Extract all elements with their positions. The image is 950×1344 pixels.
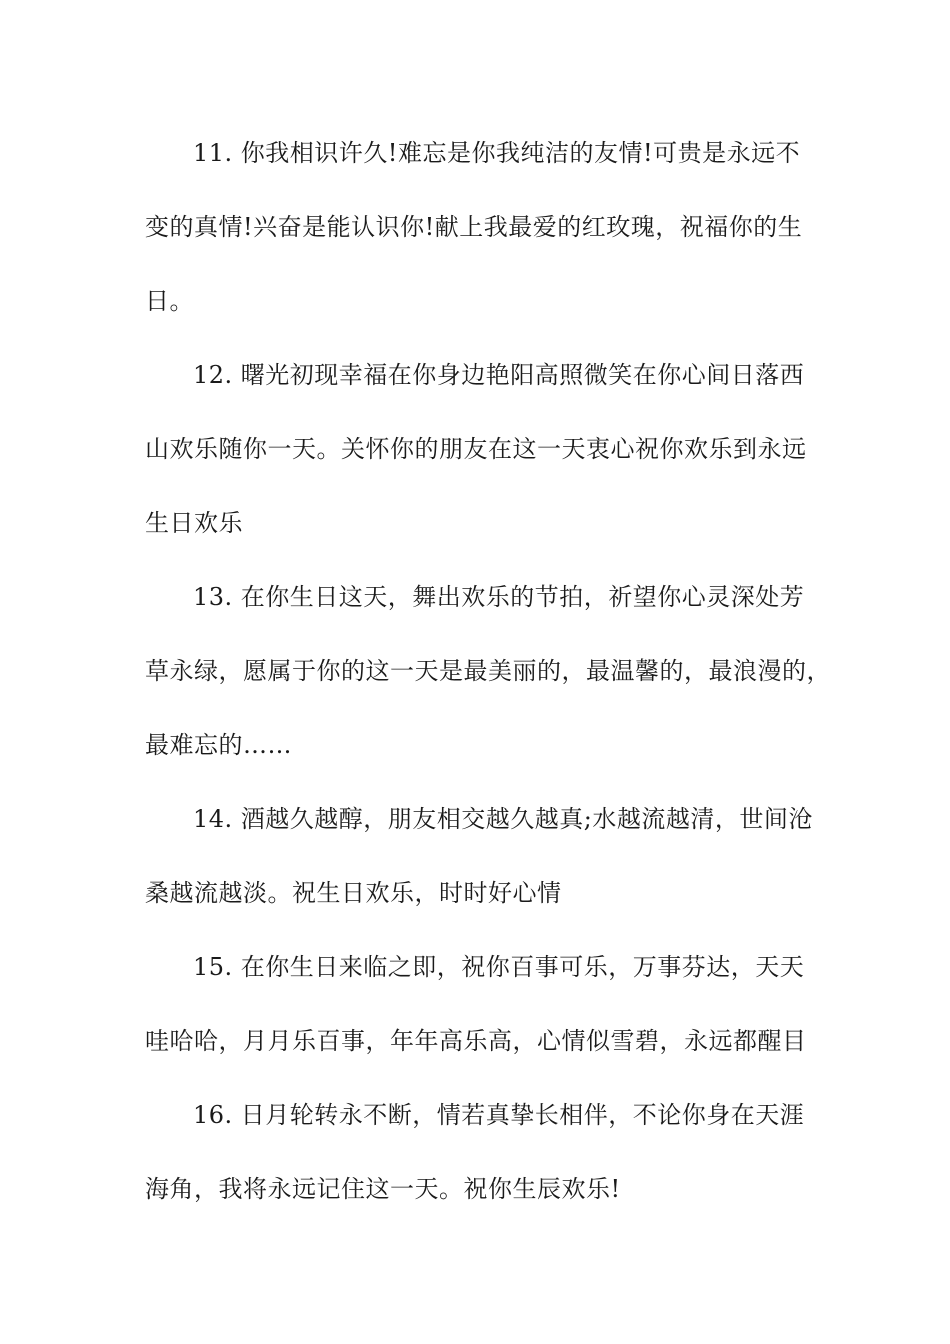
paragraph-line: 15. 在你生日来临之即，祝你百事可乐，万事芬达，天天: [193, 953, 805, 981]
paragraph-line: 草永绿，愿属于你的这一天是最美丽的，最温馨的，最浪漫的，: [145, 657, 831, 685]
paragraph-line: 16. 日月轮转永不断，情若真挚长相伴，不论你身在天涯: [193, 1101, 805, 1129]
paragraph-line: 变的真情!兴奋是能认识你!献上我最爱的红玫瑰，祝福你的生: [145, 213, 803, 241]
document-body: [145, 116, 831, 1226]
paragraph-15: [145, 930, 825, 1078]
paragraph-12: [145, 338, 825, 560]
paragraph-line: 13. 在你生日这天，舞出欢乐的节拍，祈望你心灵深处芳: [193, 583, 805, 611]
paragraph-line: 12. 曙光初现幸福在你身边艳阳高照微笑在你心间日落西: [193, 361, 805, 389]
paragraph-line: 11. 你我相识许久!难忘是你我纯洁的友情!可贵是永远不: [193, 139, 801, 167]
paragraph-line: 最难忘的……: [145, 731, 292, 759]
paragraph-line: 海角，我将永远记住这一天。祝你生辰欢乐!: [145, 1175, 621, 1203]
paragraph-line: 14. 酒越久越醇，朋友相交越久越真;水越流越清，世间沧: [193, 805, 813, 833]
paragraph-16: [145, 1078, 825, 1226]
paragraph-line: 桑越流越淡。祝生日欢乐，时时好心情: [145, 879, 562, 907]
paragraph-line: 山欢乐随你一天。关怀你的朋友在这一天衷心祝你欢乐到永远: [145, 435, 807, 463]
paragraph-14: [145, 782, 825, 930]
paragraph-13: [145, 560, 831, 782]
paragraph-line: 哇哈哈，月月乐百事，年年高乐高，心情似雪碧，永远都醒目: [145, 1027, 807, 1055]
paragraph-line: 生日欢乐: [145, 509, 243, 537]
paragraph-line: 日。: [145, 287, 194, 315]
paragraph-11: [145, 116, 825, 338]
